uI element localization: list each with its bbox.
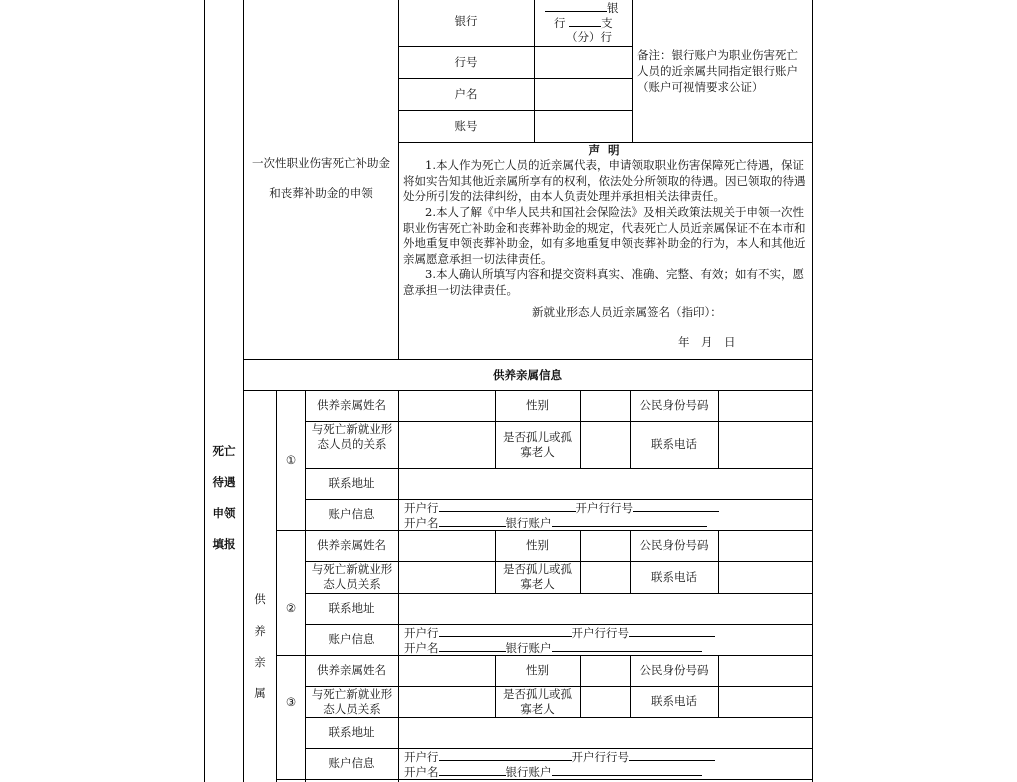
bank-code-label: 行号 bbox=[454, 55, 478, 69]
id-number-label: 公民身份号码 bbox=[639, 663, 709, 677]
bank-account-label: 银行账户 bbox=[505, 765, 552, 779]
address-field[interactable] bbox=[399, 594, 812, 624]
phone-field[interactable] bbox=[719, 562, 812, 593]
gender-label: 性别 bbox=[526, 398, 549, 412]
declaration-signature: 新就业形态人员近亲属签名（指印）： bbox=[532, 305, 722, 319]
dependent-index: ② bbox=[285, 601, 297, 615]
relation-label: 与死亡新就业形态人员的关系 bbox=[311, 422, 393, 451]
bank-account-label: 银行账户 bbox=[505, 516, 552, 530]
account-info-label: 账户信息 bbox=[328, 507, 375, 521]
bank-note: 备注：银行账户为职业伤害死亡人员的近亲属共同指定银行账户（账户可视情要求公证） bbox=[637, 48, 798, 94]
phone-label: 联系电话 bbox=[651, 570, 697, 584]
declaration-paragraph-2: 2.本人了解《中华人民共和国社会保险法》及相关政策法规关于申领一次性职业伤害死亡补助金和丧葬补助金的规定，代表死亡人员近亲属保证不在本市和外地重复申领丧葬补助金，如有多地重复申领丧葬补助金的行为，本人和其他近亲属愿意承担一切法律责任。 bbox=[403, 205, 806, 266]
account-info-line-1[interactable] bbox=[404, 625, 715, 641]
phone-field[interactable] bbox=[719, 422, 812, 468]
open-bank-code-label: 开户行行号 bbox=[571, 626, 629, 640]
address-label: 联系地址 bbox=[328, 601, 375, 615]
address-field[interactable] bbox=[399, 718, 812, 748]
gender-field[interactable] bbox=[581, 531, 630, 561]
orphan-field[interactable] bbox=[581, 422, 630, 468]
open-name-label: 开户名 bbox=[404, 516, 439, 530]
declaration-title: 声 明 bbox=[588, 143, 622, 157]
orphan-label: 是否孤儿或孤寡老人 bbox=[503, 687, 572, 716]
dependents-group-char-3: 亲 bbox=[254, 655, 266, 669]
lump-sum-label-line-2: 和丧葬补助金的申领 bbox=[269, 186, 373, 200]
orphan-field[interactable] bbox=[581, 562, 630, 593]
gender-field[interactable] bbox=[581, 656, 630, 686]
bank-account-label: 银行账户 bbox=[505, 641, 552, 655]
account-info-line-1[interactable] bbox=[404, 500, 719, 516]
id-number-label: 公民身份号码 bbox=[639, 398, 709, 412]
account-info-label: 账户信息 bbox=[328, 756, 375, 770]
account-info-line-1[interactable] bbox=[404, 749, 715, 765]
account-number-label: 账号 bbox=[454, 119, 478, 133]
phone-label: 联系电话 bbox=[651, 694, 697, 708]
open-name-label: 开户名 bbox=[404, 641, 439, 655]
address-field[interactable] bbox=[399, 469, 812, 499]
orphan-field[interactable] bbox=[581, 687, 630, 717]
bank-label: 银行 bbox=[454, 14, 478, 28]
open-bank-code-label: 开户行行号 bbox=[571, 750, 629, 764]
account-number-field[interactable] bbox=[534, 111, 632, 142]
gender-label: 性别 bbox=[526, 538, 549, 552]
address-label: 联系地址 bbox=[328, 725, 375, 739]
id-number-field[interactable] bbox=[719, 391, 812, 421]
account-info-line-2[interactable] bbox=[404, 764, 702, 780]
open-bank-label: 开户行 bbox=[404, 626, 439, 640]
id-number-field[interactable] bbox=[719, 656, 812, 686]
dependents-group-char-1: 供 bbox=[254, 592, 266, 606]
section-label-line-4: 填报 bbox=[212, 537, 236, 551]
account-info-line-2[interactable] bbox=[404, 640, 702, 656]
address-label: 联系地址 bbox=[328, 476, 375, 490]
section-label-line-1: 死亡 bbox=[212, 444, 236, 458]
phone-label: 联系电话 bbox=[651, 437, 697, 451]
dependent-index: ③ bbox=[285, 695, 297, 709]
section-label-line-2: 待遇 bbox=[212, 475, 236, 489]
name-field[interactable] bbox=[399, 531, 495, 561]
bank-code-field[interactable] bbox=[534, 47, 632, 78]
declaration-paragraph-1: 1.本人作为死亡人员的近亲属代表，申请领取职业伤害保障死亡待遇，保证将如实告知其他近亲属所享有的权利，依法处分所领取的待遇。因已领取的待遇处分所引发的法律纠纷，由本人负责处理并承担相关法律责任。 bbox=[403, 158, 806, 203]
open-bank-label: 开户行 bbox=[404, 501, 439, 515]
open-bank-code-label: 开户行行号 bbox=[575, 501, 633, 515]
declaration-paragraph-3: 3.本人确认所填写内容和提交资料真实、准确、完整、有效；如有不实，愿意承担一切法律责任。 bbox=[403, 267, 804, 297]
open-bank-label: 开户行 bbox=[404, 750, 439, 764]
bank-suffix-hang: 行 bbox=[554, 16, 566, 30]
id-number-field[interactable] bbox=[719, 531, 812, 561]
bank-suffix-yin: 银 bbox=[607, 1, 619, 15]
name-field[interactable] bbox=[399, 656, 495, 686]
id-number-label: 公民身份号码 bbox=[639, 538, 709, 552]
name-label: 供养亲属姓名 bbox=[317, 398, 386, 412]
lump-sum-label-line-1: 一次性职业伤害死亡补助金 bbox=[252, 156, 390, 170]
dependent-index: ① bbox=[285, 453, 297, 467]
bank-suffix-zhi: 支 bbox=[601, 16, 613, 30]
dependents-header: 供养亲属信息 bbox=[493, 368, 562, 382]
gender-label: 性别 bbox=[526, 663, 549, 677]
relation-label: 与死亡新就业形态人员关系 bbox=[311, 562, 393, 591]
open-name-label: 开户名 bbox=[404, 765, 439, 779]
dependents-group-char-2: 养 bbox=[254, 624, 266, 638]
phone-field[interactable] bbox=[719, 687, 812, 717]
name-label: 供养亲属姓名 bbox=[317, 538, 386, 552]
orphan-label: 是否孤儿或孤寡老人 bbox=[503, 430, 572, 459]
account-name-field[interactable] bbox=[534, 79, 632, 110]
gender-field[interactable] bbox=[581, 391, 630, 421]
section-label-line-3: 申领 bbox=[212, 506, 236, 520]
orphan-label: 是否孤儿或孤寡老人 bbox=[503, 562, 572, 591]
name-field[interactable] bbox=[399, 391, 495, 421]
relation-label: 与死亡新就业形态人员关系 bbox=[311, 687, 393, 716]
dependents-group-char-4: 属 bbox=[254, 686, 266, 700]
declaration-date: 年 月 日 bbox=[678, 335, 736, 349]
account-name-label: 户名 bbox=[454, 87, 478, 101]
bank-suffix-branch: （分）行 bbox=[566, 30, 612, 44]
relation-field[interactable] bbox=[399, 422, 495, 468]
account-info-label: 账户信息 bbox=[328, 632, 375, 646]
relation-field[interactable] bbox=[399, 562, 495, 593]
account-info-line-2[interactable] bbox=[404, 515, 707, 531]
name-label: 供养亲属姓名 bbox=[317, 663, 386, 677]
relation-field[interactable] bbox=[399, 687, 495, 717]
